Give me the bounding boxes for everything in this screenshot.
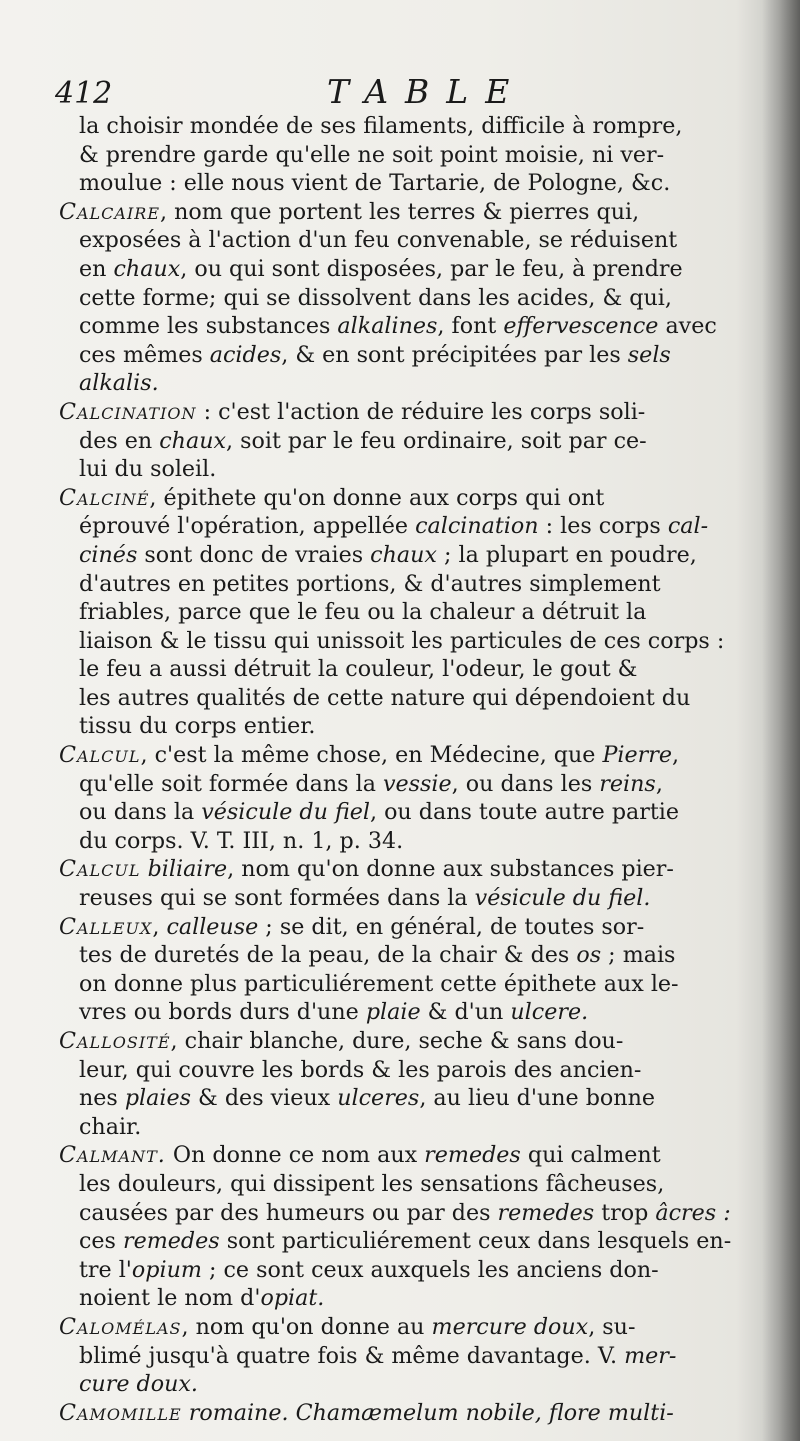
italic-term: remedes — [123, 1228, 220, 1255]
entry-text: , font — [437, 313, 504, 340]
italic-term: sels — [627, 341, 671, 368]
index-entry-callosite — [59, 1027, 715, 1141]
entry-line — [59, 455, 715, 484]
entry-text: ; la plupart en poudre, — [436, 541, 697, 568]
entry-line — [59, 1370, 715, 1399]
italic-term: âcres : — [655, 1199, 731, 1226]
entry-text: nes — [79, 1085, 125, 1112]
entry-text: , — [152, 913, 167, 940]
entry-line — [59, 684, 715, 713]
entry-line — [59, 1342, 715, 1371]
entry-headword: Calcul — [59, 856, 141, 883]
entry-text: , épithete qu'on donne aux corps qui ont — [149, 484, 605, 511]
entry-text: les douleurs, qui dissipent les sensations fâcheuses, — [79, 1170, 665, 1197]
index-entry-calcination — [59, 398, 715, 484]
italic-term: chaux — [370, 541, 437, 568]
entry-text: d'autres en petites portions, & d'autres simplement — [79, 570, 661, 597]
entry-text: ; ce sont ceux auxquels les anciens don- — [201, 1256, 659, 1283]
entry-text: ; mais — [601, 942, 676, 969]
entry-headword: Calcination — [59, 398, 197, 425]
entry-first-line — [59, 913, 715, 942]
entry-line — [59, 570, 715, 599]
entry-text: , chair blanche, dure, seche & sans dou- — [170, 1028, 624, 1054]
index-entry-calleux — [59, 913, 715, 1027]
italic-term: reins — [599, 770, 656, 797]
italic-term: cure doux. — [79, 1371, 198, 1398]
entry-headword: Calleux — [59, 913, 153, 940]
index-entry-calcaire — [59, 198, 715, 398]
entry-line — [59, 1084, 715, 1113]
entry-first-line — [59, 1313, 715, 1342]
italic-term: alkalis. — [79, 370, 159, 397]
entry-line — [59, 1284, 715, 1313]
italic-term: opium — [131, 1256, 202, 1283]
entry-line — [59, 284, 715, 313]
entry-text: qu'elle soit formée dans la — [79, 770, 383, 797]
entry-line — [59, 341, 715, 370]
entry-text: , ou dans les — [451, 770, 600, 797]
entry-headword: Calmant. — [59, 1142, 166, 1169]
entry-text: les autres qualités de cette nature qui dépendoient du — [79, 684, 691, 711]
entry-text: du corps. V. T. III, n. 1, p. 34. — [79, 827, 404, 854]
running-title: TABLE — [327, 72, 527, 111]
index-entry-calcul — [59, 741, 715, 855]
entry-line — [59, 312, 715, 341]
index-entry-camomille — [59, 1399, 715, 1428]
entry-first-line — [59, 741, 715, 770]
italic-term: plaie — [365, 999, 421, 1026]
entry-text: lui du soleil. — [79, 456, 217, 483]
entry-text: & d'un — [420, 999, 511, 1026]
entry-text: des en — [79, 427, 160, 454]
entry-text: tissu du corps entier. — [79, 713, 316, 740]
entry-line — [59, 712, 715, 741]
italic-term: remedes — [424, 1142, 521, 1169]
entry-text: , — [655, 770, 663, 797]
italic-term: chaux — [113, 255, 181, 282]
entry-text: le feu a aussi détruit la couleur, l'odeur, le gout & — [79, 656, 638, 683]
entry-line — [59, 1113, 715, 1142]
index-entries — [59, 198, 732, 1428]
entry-line — [59, 627, 725, 656]
continuation-line: la choisir mondée de ses filaments, difficile à rompre, — [79, 113, 683, 139]
entry-text — [141, 856, 148, 882]
entry-line — [59, 827, 715, 856]
italic-term: os — [576, 942, 602, 969]
italic-term: opiat. — [260, 1285, 325, 1312]
italic-term: remedes — [497, 1199, 595, 1226]
entry-headword: Calcul — [59, 742, 141, 769]
entry-line — [59, 255, 715, 284]
italic-term: cal- — [667, 513, 709, 540]
entry-text: sont donc de vraies — [137, 541, 371, 568]
entry-text: , au lieu d'une bonne — [419, 1085, 656, 1112]
entry-text: blimé jusqu'à quatre fois & même davantage. V. — [79, 1342, 625, 1369]
entry-text: : c'est l'action de réduire les corps soli- — [196, 398, 646, 425]
entry-line — [59, 1227, 732, 1256]
index-entry-calmant — [59, 1141, 732, 1313]
italic-term: chaux — [159, 427, 226, 454]
entry-text: on donne plus particuliérement cette épithete aux le- — [79, 970, 679, 997]
italic-term: vésicule du fiel. — [474, 885, 651, 912]
entry-first-line — [59, 1027, 715, 1056]
entry-text: reuses qui se sont formées dans la — [79, 885, 475, 912]
entry-text: trop — [594, 1199, 656, 1226]
italic-term: romaine. Chamæmelum nobile, flore multi- — [188, 1399, 674, 1426]
italic-term: plaies — [124, 1085, 191, 1112]
entry-text: , c'est la même chose, en Médecine, que — [140, 742, 603, 769]
entry-line — [59, 941, 715, 970]
italic-term: mer- — [624, 1342, 677, 1369]
index-entry-calomelas — [59, 1313, 715, 1399]
entry-line — [59, 1199, 731, 1228]
entry-text: ces mêmes — [79, 341, 210, 368]
italic-term: vessie — [382, 770, 452, 797]
continuation-block — [59, 112, 715, 198]
entry-text: sont particuliérement ceux dans lesquels en- — [219, 1228, 732, 1255]
page-edge-shadow — [762, 0, 800, 1441]
italic-term: cinés — [79, 541, 138, 568]
entry-text: exposées à l'action d'un feu convenable, se réduisent — [79, 227, 678, 254]
entry-first-line — [59, 484, 715, 513]
entry-headword: Calciné — [59, 484, 150, 511]
page-number: 412 — [55, 76, 113, 111]
entry-line — [59, 369, 715, 398]
entry-text: chair. — [79, 1113, 142, 1140]
continuation-line: & prendre garde qu'elle ne soit point moisie, ni ver- — [79, 141, 665, 168]
entry-first-line — [59, 1141, 715, 1170]
entry-headword: Calomélas — [59, 1313, 182, 1340]
entry-line — [59, 512, 715, 541]
entry-line — [59, 598, 715, 627]
entry-text — [182, 1400, 189, 1426]
entry-line — [59, 655, 715, 684]
entry-text: , — [671, 742, 680, 769]
entry-line — [59, 970, 715, 999]
entry-line — [59, 1056, 715, 1085]
entry-text: liaison & le tissu qui unissoit les particules de ces corps : — [79, 627, 725, 654]
italic-term: Pierre — [602, 742, 672, 769]
entry-text: , nom qu'on donne au — [181, 1313, 432, 1340]
entry-text: , ou dans toute autre partie — [369, 799, 680, 826]
italic-term: ulceres — [337, 1085, 420, 1112]
continuation-line: moulue : elle nous vient de Tartarie, de Pologne, &c. — [79, 170, 671, 197]
entry-text: cette forme; qui se dissolvent dans les acides, & qui, — [79, 284, 672, 311]
italic-term: alkalines — [337, 313, 438, 340]
entry-line — [59, 770, 715, 799]
entry-text: : les corps — [538, 513, 668, 540]
entry-text: tes de duretés de la peau, de la chair & des — [79, 942, 577, 969]
entry-text: causées par des humeurs ou par des — [79, 1199, 498, 1226]
entry-line — [59, 226, 715, 255]
index-body — [59, 112, 732, 1427]
entry-line — [59, 884, 715, 913]
entry-text: & des vieux — [191, 1085, 338, 1112]
italic-term: vésicule du fiel — [201, 799, 370, 826]
entry-headword: Camomille — [59, 1399, 182, 1426]
entry-first-line — [59, 398, 715, 427]
entry-text: , & en sont précipitées par les — [281, 341, 628, 368]
entry-text: noient le nom d' — [79, 1285, 261, 1312]
entry-text: tre l' — [79, 1256, 132, 1283]
italic-term: acides — [209, 341, 282, 368]
italic-term: calcination — [415, 513, 539, 540]
entry-text: , nom qu'on donne aux substances pier- — [227, 856, 674, 883]
entry-line — [59, 1170, 715, 1199]
entry-text: , ou qui sont disposées, par le feu, à prendre — [180, 255, 683, 282]
entry-headword: Callosité — [59, 1028, 171, 1054]
italic-term: calleuse — [166, 913, 259, 940]
entry-headword: Calcaire — [59, 198, 160, 225]
entry-text: friables, parce que le feu ou la chaleur a détruit la — [79, 599, 647, 626]
entry-text: ou dans la — [79, 799, 202, 826]
entry-first-line — [59, 198, 715, 227]
entry-text: comme les substances — [79, 313, 338, 340]
entry-line — [59, 427, 715, 456]
entry-text: qui calment — [520, 1142, 661, 1169]
entry-text: leur, qui couvre les bords & les parois des ancien- — [79, 1056, 642, 1083]
entry-text: ces — [79, 1228, 123, 1255]
entry-text: , nom que portent les terres & pierres qui, — [160, 198, 640, 225]
entry-text: vres ou bords durs d'une — [79, 999, 366, 1026]
entry-text: , soit par le feu ordinaire, soit par ce- — [226, 427, 647, 454]
entry-text: en — [79, 255, 114, 282]
entry-text: éprouvé l'opération, appellée — [79, 513, 416, 540]
page-header — [55, 72, 755, 112]
entry-line — [59, 541, 715, 570]
entry-text: ; se dit, en général, de toutes sor- — [258, 913, 645, 940]
index-entry-calcul-biliaire — [59, 855, 715, 912]
entry-line — [59, 798, 715, 827]
italic-term: effervescence — [503, 313, 659, 340]
entry-text: On donne ce nom aux — [165, 1142, 425, 1169]
entry-text: , su- — [588, 1313, 636, 1340]
italic-term: mercure doux — [431, 1313, 589, 1340]
entry-first-line — [59, 855, 715, 884]
italic-term: biliaire — [147, 856, 228, 883]
italic-term: ulcere. — [510, 999, 589, 1026]
index-entry-calcine — [59, 484, 725, 741]
entry-first-line — [59, 1399, 715, 1428]
entry-line — [59, 1256, 715, 1285]
entry-line — [59, 998, 715, 1027]
entry-text: avec — [658, 313, 717, 340]
